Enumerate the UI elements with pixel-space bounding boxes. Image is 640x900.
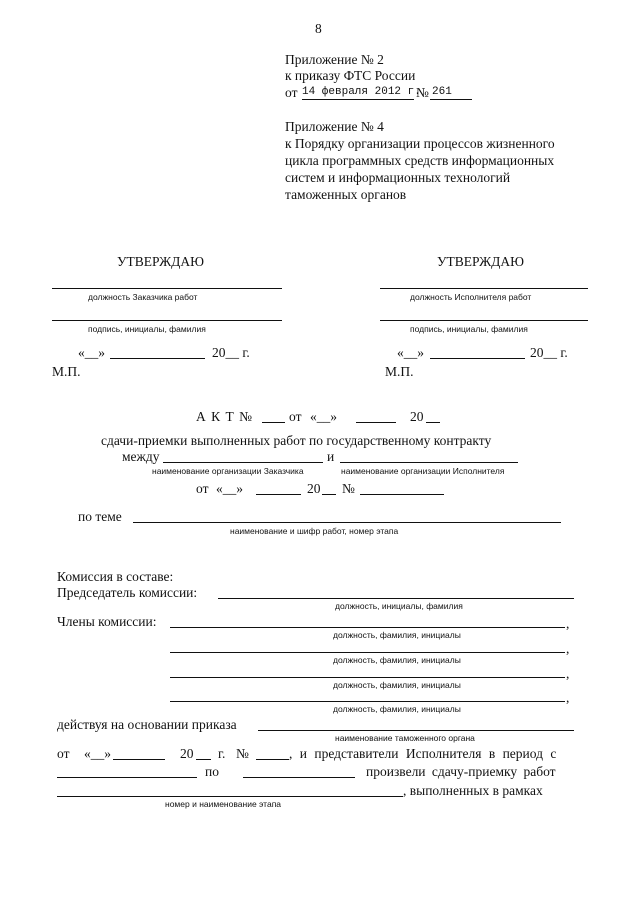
period-month-line: [113, 759, 165, 760]
approve-left-title: УТВЕРЖДАЮ: [117, 254, 205, 269]
period-from-line: [57, 777, 197, 778]
act-ot-no: №: [342, 481, 355, 496]
act-customer-caption: наименование организации Заказчика: [152, 466, 304, 476]
period-no: №: [236, 746, 249, 761]
act-ot: от: [196, 481, 209, 496]
appendix2-num: 261: [432, 86, 452, 98]
member-line-1: [170, 627, 565, 628]
appendix2-date-line: [302, 99, 414, 100]
approve-right-sign-caption: подпись, инициалы, фамилия: [410, 324, 528, 334]
approve-left-position-line: [52, 288, 282, 289]
period-day: «__»: [84, 746, 111, 761]
act-ot-month-line: [256, 494, 301, 495]
member-caption-4: должность, фамилия, инициалы: [333, 704, 461, 714]
member-comma-3: ,: [566, 666, 570, 681]
approve-right-year: 20__ г.: [530, 345, 568, 360]
period-rest: , и представители Исполнителя в период с: [289, 746, 557, 761]
act-title: А К Т №: [196, 409, 254, 424]
act-subtitle: сдачи-приемки выполненных работ по государственному контракту: [101, 433, 492, 448]
act-executor-line: [340, 462, 518, 463]
period-g: г.: [218, 746, 226, 761]
approve-right-title: УТВЕРЖДАЮ: [437, 254, 525, 269]
appendix4-line4: систем и информационных технологий: [285, 170, 511, 185]
act-title-year: 20: [410, 409, 424, 424]
approve-left-position-caption: должность Заказчика работ: [88, 292, 198, 302]
approve-right-stamp: М.П.: [385, 364, 414, 379]
approve-left-month-line: [110, 358, 205, 359]
appendix4-line2: к Порядку организации процессов жизненного: [285, 136, 555, 151]
period-year: 20: [180, 746, 194, 761]
appendix2-title: Приложение № 2: [285, 52, 384, 67]
appendix2-num-label: №: [416, 85, 429, 100]
period-no-line: [256, 759, 289, 760]
topic-caption: наименование и шифр работ, номер этапа: [230, 526, 399, 536]
member-line-3: [170, 677, 565, 678]
act-between: между: [122, 449, 160, 464]
member-caption-1: должность, фамилия, инициалы: [333, 630, 461, 640]
page-number: 8: [315, 21, 322, 36]
member-caption-3: должность, фамилия, инициалы: [333, 680, 461, 690]
act-ot-day: «__»: [216, 481, 243, 496]
approve-left-year: 20__ г.: [212, 345, 250, 360]
appendix2-num-line: [430, 99, 472, 100]
act-executor-caption: наименование организации Исполнителя: [341, 466, 505, 476]
basis-line: [258, 730, 574, 731]
member-line-2: [170, 652, 565, 653]
act-title-year-line: [426, 422, 440, 423]
period-done: произвели сдачу-приемку работ: [366, 764, 556, 779]
member-line-4: [170, 701, 565, 702]
topic-label: по теме: [78, 509, 122, 524]
appendix2-order: к приказу ФТС России: [285, 68, 416, 83]
chair-caption: должность, инициалы, фамилия: [335, 601, 463, 611]
approve-right-day: «__»: [397, 345, 424, 360]
appendix2-from-prefix: от: [285, 85, 298, 100]
act-number-line: [262, 422, 285, 423]
approve-right-sign-line: [380, 320, 588, 321]
period-tail: , выполненных в рамках: [403, 783, 543, 798]
period-stage-line: [57, 796, 403, 797]
approve-right-month-line: [430, 358, 525, 359]
act-title-month-line: [356, 422, 396, 423]
period-po: по: [205, 764, 219, 779]
act-title-day: «__»: [310, 409, 337, 424]
act-ot-year: 20: [307, 481, 321, 496]
member-comma-1: ,: [566, 616, 570, 631]
approve-right-position-line: [380, 288, 588, 289]
period-ot: от: [57, 746, 70, 761]
period-year-line: [196, 759, 211, 760]
period-to-line: [243, 777, 355, 778]
period-caption: номер и наименование этапа: [165, 799, 282, 809]
act-customer-line: [163, 462, 323, 463]
act-title-ot: от: [289, 409, 302, 424]
topic-line: [133, 522, 561, 523]
member-caption-2: должность, фамилия, инициалы: [333, 655, 461, 665]
appendix4-line5: таможенных органов: [285, 187, 407, 202]
chair-label: Председатель комиссии:: [57, 585, 198, 600]
approve-right-position-caption: должность Исполнителя работ: [410, 292, 532, 302]
act-ot-year-line: [322, 494, 336, 495]
member-comma-2: ,: [566, 641, 570, 656]
basis-caption: наименование таможенного органа: [335, 733, 475, 743]
approve-left-day: «__»: [78, 345, 105, 360]
appendix4-title: Приложение № 4: [285, 119, 384, 134]
chair-line: [218, 598, 574, 599]
act-ot-no-line: [360, 494, 444, 495]
basis-label: действуя на основании приказа: [57, 717, 237, 732]
appendix4-line3: цикла программных средств информационных: [285, 153, 555, 168]
approve-left-sign-line: [52, 320, 282, 321]
act-and: и: [327, 449, 335, 464]
approve-left-sign-caption: подпись, инициалы, фамилия: [88, 324, 206, 334]
member-comma-4: ,: [566, 690, 570, 705]
members-label: Члены комиссии:: [57, 614, 157, 629]
appendix2-date: 14 февраля 2012 г.: [302, 86, 421, 98]
approve-left-stamp: М.П.: [52, 364, 81, 379]
commission-intro: Комиссия в составе:: [57, 569, 174, 584]
